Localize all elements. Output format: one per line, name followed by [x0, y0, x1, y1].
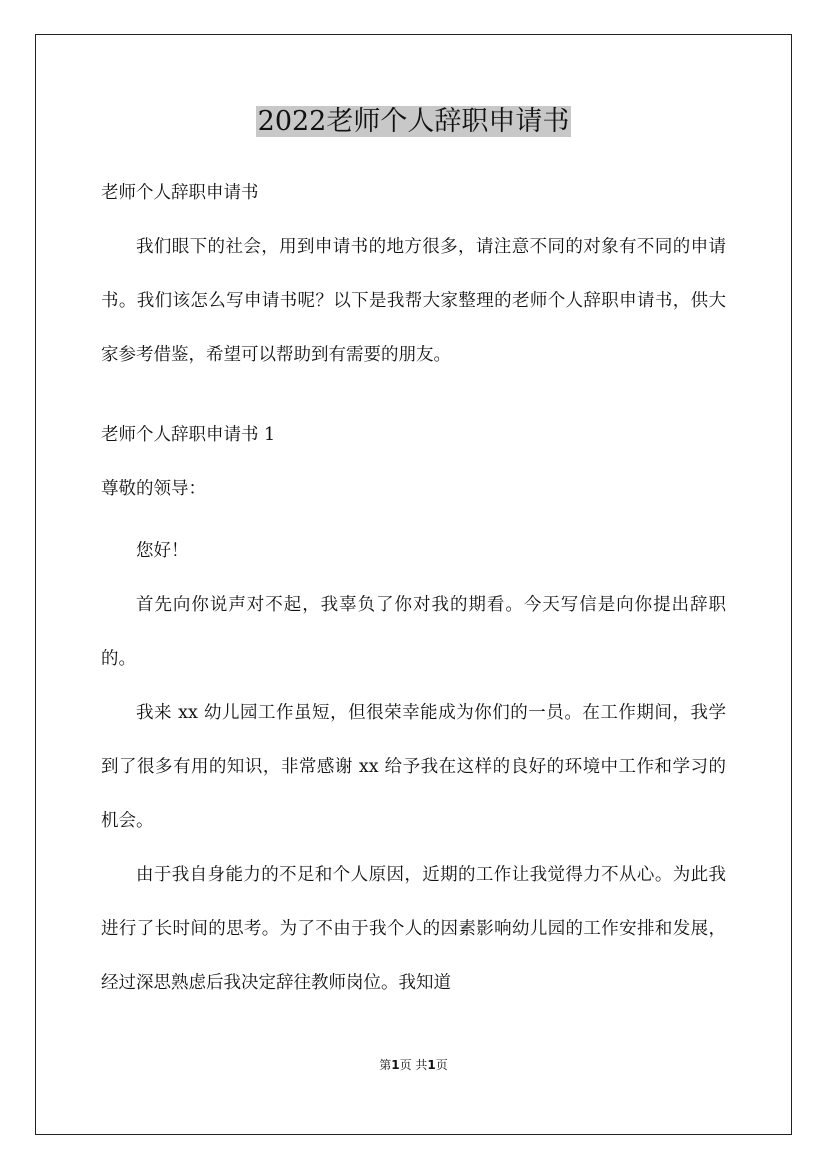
- body-paragraph-3: 由于我自身能力的不足和个人原因，近期的工作让我觉得力不从心。为此我进行了长时间的思考。为了不由于我个人的因素影响幼儿园的工作安排和发展，经过深思熟虑后我决定辞往教师岗位。我知道: [101, 865, 726, 993]
- footer-mid: 页 共: [399, 1058, 428, 1072]
- footer-suffix: 页: [435, 1058, 448, 1072]
- subtitle: 老师个人辞职申请书: [101, 183, 259, 203]
- page-footer: [0, 1056, 827, 1073]
- body-paragraph-2: 我来 xx 幼儿园工作虽短，但很荣幸能成为你们的一员。在工作期间，我学到了很多有用的知识，非常感谢 xx 给予我在这样的良好的环境中工作和学习的机会。: [101, 703, 726, 831]
- section-heading: 老师个人辞职申请书 1: [101, 425, 276, 445]
- document-title-wrap: [0, 102, 827, 142]
- document-title: 2022老师个人辞职申请书: [257, 106, 570, 137]
- intro-paragraph: 我们眼下的社会，用到申请书的地方很多，请注意不同的对象有不同的申请书。我们该怎么写申请书呢？以下是我帮大家整理的老师个人辞职申请书，供大家参考借鉴，希望可以帮助到有需要的朋友。: [101, 237, 726, 365]
- footer-page-total: 1: [427, 1058, 436, 1072]
- body-paragraph-1: 首先向你说声对不起，我辜负了你对我的期看。今天写信是向你提出辞职的。: [101, 595, 726, 669]
- greeting: 您好！: [136, 541, 189, 561]
- document-body: [101, 174, 726, 1010]
- salutation: 尊敬的领导：: [101, 479, 206, 499]
- footer-page-current: 1: [391, 1058, 400, 1072]
- footer-prefix: 第: [379, 1058, 392, 1072]
